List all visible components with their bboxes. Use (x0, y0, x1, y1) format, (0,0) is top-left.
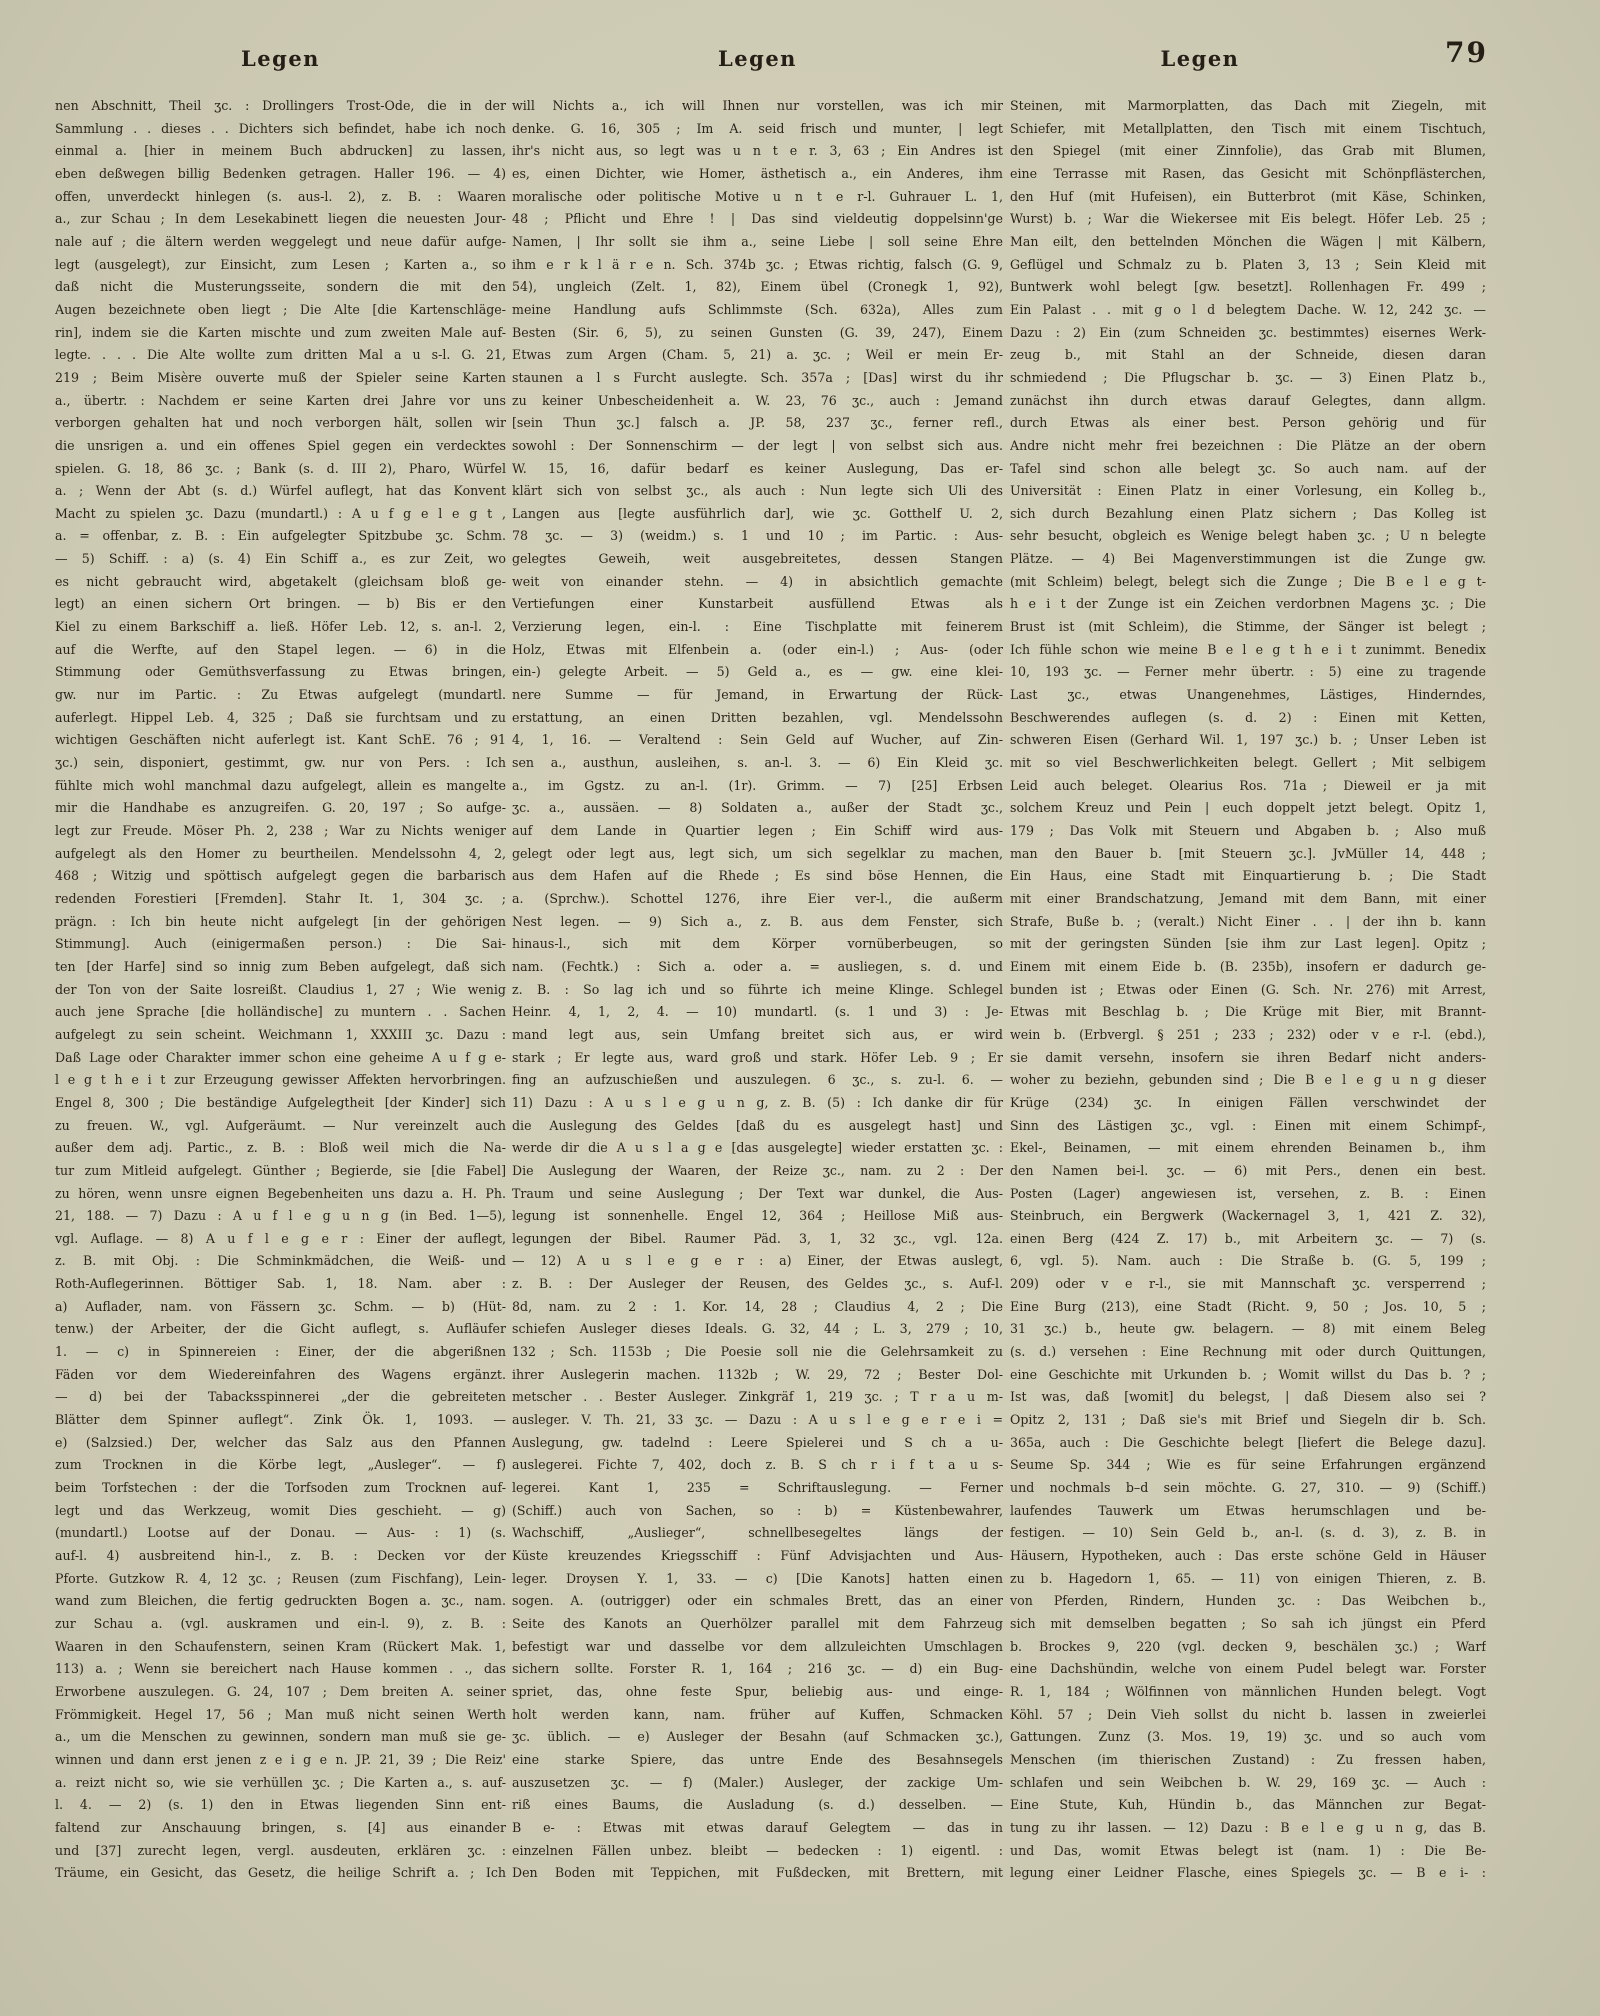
text-line: mir die Handhabe es anzugreifen. G. 20, 197 ; So aufge- (55, 800, 506, 816)
text-line: aufgelegt zu sein scheint. Weichmann 1, XXXIII ʒc. Dazu : (55, 1026, 506, 1042)
text-line: Die Auslegung der Waaren, der Reize ʒc., nam. zu 2 : Der (512, 1162, 1003, 1178)
text-line: einmal a. [hier in meinem Buch abdrucken] zu lassen, (55, 143, 506, 159)
text-line: Eine Stute, Kuh, Hündin b., das Männchen zur Begat- (1010, 1797, 1486, 1813)
text-line: nen Abschnitt, Theil ʒc. : Drollingers Trost-Ode, die in der (55, 98, 506, 113)
text-line: ten [der Harfe] sind so innig zum Beben aufgelegt, daß sich (55, 958, 506, 974)
text-line: eine Terrasse mit Rasen, das Gesicht mit Schönpflästerchen, (1010, 165, 1486, 181)
text-line: legt und das Werkzeug, womit Dies geschieht. — g) (55, 1502, 506, 1518)
text-line: verborgen gehalten hat und noch verborgen hält, sollen wir (55, 415, 506, 431)
text-line: auszusetzen ʒc. — f) (Maler.) Ausleger, der zackige Um- (512, 1774, 1003, 1790)
text-line: Krüge (234) ʒc. In einigen Fällen verschwindet der (1010, 1094, 1486, 1110)
text-line: wein b. (Erbvergl. § 251 ; 233 ; 232) oder v e r-l. (ebd.), (1010, 1026, 1486, 1042)
text-line: b. Brockes 9, 220 (vgl. decken 9, beschälen ʒc.) ; Warf (1010, 1638, 1486, 1654)
text-line: legte. . . . Die Alte wollte zum dritten Mal a u s-l. G. 21, (55, 347, 506, 363)
text-line: a. reizt nicht so, wie sie verhüllen ʒc. ; Die Karten a., s. auf- (55, 1774, 506, 1790)
text-line: 11) Dazu : A u s l e g u n g, z. B. (5) : Ich danke dir für (512, 1094, 1003, 1110)
text-line: Blätter dem Spinner auflegt“. Zink Ök. 1, 1093. — (55, 1412, 506, 1428)
text-line: aus dem Hafen auf die Rhede ; Es sind böse Hennen, die (512, 868, 1003, 884)
text-line: 219 ; Beim Misère ouverte muß der Spieler seine Karten (55, 369, 506, 385)
text-line: Last ʒc., etwas Unangenehmes, Lästiges, Hinderndes, (1010, 687, 1486, 703)
text-line: Einem mit einem Eide b. (B. 235b), insofern er dadurch ge- (1010, 958, 1486, 974)
text-line: schlafen und sein Weibchen b. W. 29, 169 ʒc. — Auch : (1010, 1774, 1486, 1790)
text-line: 365a, auch : Die Geschichte belegt [liefert die Belege dazu]. (1010, 1434, 1486, 1450)
text-line: durch Etwas als einer best. Person gehörig und für (1010, 415, 1486, 431)
text-line: tung zu ihr lassen. — 12) Dazu : B e l e g u n g, das B. (1010, 1819, 1486, 1835)
text-line: meine Handlung aufs Schlimmste (Sch. 632a), Alles zum (512, 301, 1003, 317)
text-line: [sein Thun ʒc.] falsch a. JP. 58, 237 ʒc., ferner refl., (512, 415, 1003, 431)
text-line: zu keiner Unbescheidenheit a. W. 23, 76 ʒc., auch : Jemand (512, 392, 1003, 408)
text-line: beim Torfstechen : der die Torfsoden zum Trocknen auf- (55, 1480, 506, 1496)
text-line: die Auslegung des Geldes [daß du es ausgelegt hast] und (512, 1117, 1003, 1133)
text-column-3 (1010, 95, 1486, 1885)
text-line: leger. Droysen Y. 1, 33. — c) [Die Kanots] hatten einen (512, 1570, 1003, 1586)
text-line: die unsrigen a. und ein offenes Spiel gegen ein verdecktes (55, 437, 506, 453)
text-column-2 (512, 95, 1003, 1885)
text-line: den Huf (mit Hufeisen), ein Butterbrot (mit Käse, Schinken, (1010, 188, 1486, 204)
text-line: schweren Eisen (Gerhard Wil. 1, 197 ʒc.) b. ; Unser Leben ist (1010, 732, 1486, 748)
text-line: Roth-Auflegerinnen. Böttiger Sab. 1, 18. Nam. aber : (55, 1276, 506, 1292)
text-line: z. B. mit Obj. : Die Schminkmädchen, die Weiß- und (55, 1253, 506, 1269)
text-line: eine starke Spiere, das untre Ende des Besahnsegels (512, 1751, 1003, 1767)
text-line: eine Geschichte mit Urkunden b. ; Womit willst du Das b. ? ; (1010, 1366, 1486, 1382)
text-line: Etwas mit Beschlag b. ; Die Krüge mit Bier, mit Brannt- (1010, 1004, 1486, 1020)
text-line: Macht zu spielen ʒc. Dazu (mundartl.) : A u f g e l e g t , (55, 505, 506, 521)
text-line: 54), ungleich (Zelt. 1, 82), Einem übel (Cronegk 1, 92), (512, 279, 1003, 295)
text-line: R. 1, 184 ; Wölfinnen von männlichen Hunden belegt. Vogt (1010, 1683, 1486, 1699)
text-line: Fäden vor dem Wiedereinfahren des Wagens ergänzt. (55, 1366, 506, 1382)
text-line: Seume Sp. 344 ; Wie es für seine Erfahrungen ergänzend (1010, 1457, 1486, 1473)
text-line: e) (Salzsied.) Der, welcher das Salz aus den Pfannen (55, 1434, 506, 1450)
text-line: weit von einander stehn. — 4) in absichtlich gemachte (512, 573, 1003, 589)
text-line: (s. d.) versehen : Eine Rechnung mit oder durch Quittungen, (1010, 1344, 1486, 1360)
text-line: festigen. — 10) Sein Geld b., an-l. (s. d. 3), z. B. in (1010, 1525, 1486, 1541)
text-line: rin], indem sie die Karten mischte und zum zweiten Male auf- (55, 324, 506, 340)
text-line: — 5) Schiff. : a) (s. 4) Ein Schiff a., es zur Zeit, wo (55, 551, 506, 567)
text-line: den Spiegel (mit einer Zinnfolie), das Grab mit Blumen, (1010, 143, 1486, 159)
text-line: Ein Palast . . mit g o l d belegtem Dache. W. 12, 242 ʒc. — (1010, 301, 1486, 317)
text-line: von Pferden, Rindern, Hunden ʒc. : Das Weibchen b., (1010, 1593, 1486, 1609)
text-line: Leid auch beleget. Olearius Ros. 71a ; Dieweil er ja mit (1010, 777, 1486, 793)
text-line: a. (Sprchw.). Schottel 1276, ihre Eier ver-l., die außerm (512, 890, 1003, 906)
text-line: Den Boden mit Teppichen, mit Fußdecken, mit Brettern, mit (512, 1865, 1003, 1881)
text-line: Gattungen. Zunz (3. Mos. 19, 19) ʒc. und so auch vom (1010, 1729, 1486, 1745)
text-line: Erworbene auszulegen. G. 24, 107 ; Dem breiten A. seiner (55, 1683, 506, 1699)
text-line: sie damit versehn, insofern sie ihren Bedarf nicht anders- (1010, 1049, 1486, 1065)
text-line: W. 15, 16, dafür bedarf es keiner Auslegung, Das er- (512, 460, 1003, 476)
text-line: sogen. A. (outrigger) oder ein schmales Brett, das an einer (512, 1593, 1003, 1609)
text-line: Ich fühle schon wie meine B e l e g t h e i t zunimmt. Benedix (1010, 641, 1486, 657)
text-line: es, einen Dichter, wie Homer, ästhetisch a., ein Anderes, ihm (512, 165, 1003, 181)
text-line: Dazu : 2) Ein (zum Schneiden ʒc. bestimmtes) eisernes Werk- (1010, 324, 1486, 340)
text-line: vgl. Auflage. — 8) A u f l e g e r : Einer der auflegt, (55, 1230, 506, 1246)
text-line: mit einer Brandschatzung, Jemand mit dem Bann, mit einer (1010, 890, 1486, 906)
text-line: schmiedend ; Die Pflugschar b. ʒc. — 3) Einen Platz b., (1010, 369, 1486, 385)
text-line: 6, vgl. 5). Nam. auch : Die Straße b. (G. 5, 199 ; (1010, 1253, 1486, 1269)
text-line: Menschen (im thierischen Zustand) : Zu fressen haben, (1010, 1751, 1486, 1767)
text-line: den Namen bei-l. ʒc. — 6) mit Pers., denen ein best. (1010, 1162, 1486, 1178)
text-line: sichern sollte. Forster R. 1, 164 ; 216 ʒc. — d) ein Bug- (512, 1661, 1003, 1677)
text-line: 48 ; Pflicht und Ehre ! | Das sind vieldeutig doppelsinn'ge (512, 211, 1003, 227)
text-line: auch jene Sprache [die holländische] zu muntern . . Sachen (55, 1004, 506, 1020)
text-line: tenw.) der Arbeiter, der die Gicht auflegt, s. Aufläufer (55, 1321, 506, 1337)
text-line: l e g t h e i t zur Erzeugung gewisser Affekten hervorbringen. (55, 1072, 506, 1088)
text-line: sehr besucht, obgleich es Wenige belegt haben ʒc. ; U n belegte (1010, 528, 1486, 544)
text-line: 209) oder v e r-l., sie mit Mannschaft ʒc. versperrend ; (1010, 1276, 1486, 1292)
text-line: Seite des Kanots an Querhölzer parallel mit dem Fahrzeug (512, 1615, 1003, 1631)
text-line: legerei. Kant 1, 235 = Schriftauslegung. — Ferner (512, 1480, 1003, 1496)
text-line: (Schiff.) auch von Sachen, so : b) = Küstenbewahrer, (512, 1502, 1003, 1518)
text-line: zu hören, wenn unsre eignen Begebenheiten uns dazu a. H. Ph. (55, 1185, 506, 1201)
text-line: einen Berg (424 Z. 17) b., mit Arbeitern ʒc. — 7) (s. (1010, 1230, 1486, 1246)
text-line: prägn. : Ich bin heute nicht aufgelegt [in der gehörigen (55, 913, 506, 929)
text-line: Namen, | Ihr sollt sie ihm a., seine Liebe | soll seine Ehre (512, 233, 1003, 249)
text-line: legt zur Freude. Möser Ph. 2, 238 ; War zu Nichts weniger (55, 823, 506, 838)
text-line: ihm e r k l ä r e n. Sch. 374b ʒc. ; Etwas richtig, falsch (G. 9, (512, 256, 1003, 272)
text-line: außer dem adj. Partic., z. B. : Bloß weil mich die Na- (55, 1140, 506, 1156)
text-line: riß eines Baums, die Ausladung (s. d.) desselben. — (512, 1797, 1003, 1813)
text-line: auslegerei. Fichte 7, 402, doch z. B. S ch r i f t a u s- (512, 1457, 1003, 1473)
text-line: 31 ʒc.) b., heute gw. belagern. — 8) mit einem Beleg (1010, 1321, 1486, 1337)
text-line: Ist was, daß [womit] du belegst, | daß Diesem also sei ? (1010, 1389, 1486, 1405)
text-line: befestigt war und dasselbe vor dem allzuleichten Umschlagen (512, 1638, 1003, 1654)
text-line: (mundartl.) Lootse auf der Donau. — Aus- : 1) (s. (55, 1525, 506, 1541)
text-line: bunden ist ; Etwas oder Einen (G. Sch. Nr. 276) mit Arrest, (1010, 981, 1486, 997)
text-line: zunächst ihn durch etwas darauf Gelegtes, dann allgm. (1010, 392, 1486, 408)
text-line: Stimmung oder Gemüthsverfassung zu Etwas bringen, (55, 664, 506, 680)
text-line: legung einer Leidner Flasche, eines Spiegels ʒc. — B e i- : (1010, 1865, 1486, 1881)
text-line: tur zum Mitleid aufgelegt. Günther ; Begierde, sie [die Fabel] (55, 1162, 506, 1178)
text-line: ʒc. üblich. — e) Ausleger der Besahn (auf Schmacken ʒc.), (512, 1729, 1003, 1745)
text-line: metscher . . Bester Ausleger. Zinkgräf 1, 219 ʒc. ; T r a u m- (512, 1389, 1003, 1405)
text-line: auf die Werfte, auf den Stapel legen. — 6) in die (55, 641, 506, 657)
text-line: Augen bezeichnete oben liegt ; Die Alte [die Kartenschläge- (55, 301, 506, 317)
text-line: Sammlung . . dieses . . Dichters sich befindet, habe ich noch (55, 120, 506, 136)
text-line: l. 4. — 2) (s. 1) den in Etwas liegenden Sinn ent- (55, 1797, 506, 1813)
text-line: a., zur Schau ; In dem Lesekabinett liegen die neuesten Jour- (55, 211, 506, 227)
text-line: mand legt aus, sein Umfang breitet sich aus, er wird (512, 1026, 1003, 1042)
text-line: will Nichts a., ich will Ihnen nur vorstellen, was ich mir (512, 98, 1003, 113)
text-line: auf dem Lande in Quartier legen ; Ein Schiff wird aus- (512, 823, 1003, 838)
text-line: faltend zur Anschauung bringen, s. [4] aus einander (55, 1819, 506, 1835)
text-line: Etwas zum Argen (Cham. 5, 21) a. ʒc. ; Weil er mein Er- (512, 347, 1003, 363)
text-line: redenden Forestieri [Fremden]. Stahr It. 1, 304 ʒc. ; (55, 890, 506, 906)
text-line: sen a., austhun, ausleihen, s. an-l. 3. — 6) Ein Kleid ʒc. (512, 755, 1003, 771)
text-line: 4, 1, 16. — Veraltend : Sein Geld auf Wucher, auf Zin- (512, 732, 1003, 748)
text-line: offen, unverdeckt hinlegen (s. aus-l. 2), z. B. : Waaren (55, 188, 506, 204)
text-line: a) Auflader, nam. von Fässern ʒc. Schm. — b) (Hüt- (55, 1298, 506, 1314)
text-line: nere Summe — für Jemand, in Erwartung der Rück- (512, 687, 1003, 703)
text-line: denke. G. 16, 305 ; Im A. seid frisch und munter, | legt (512, 120, 1003, 136)
text-line: zu b. Hagedorn 1, 65. — 11) von einigen Thieren, z. B. (1010, 1570, 1486, 1586)
text-line: Steinbruch, ein Bergwerk (Wackernagel 3, 1, 421 Z. 32), (1010, 1208, 1486, 1224)
text-line: Plätze. — 4) Bei Magenverstimmungen ist die Zunge gw. (1010, 551, 1486, 567)
text-line: werde dir die A u s l a g e [das ausgelegte] wieder erstatten ʒc. : (512, 1140, 1003, 1156)
text-line: spriet, das, ohne feste Spur, beliebig aus- und einge- (512, 1683, 1003, 1699)
text-line: ausleger. V. Th. 21, 33 ʒc. — Dazu : A u s l e g e r e i = (512, 1412, 1003, 1428)
text-line: man den Bauer b. [mit Steuern ʒc.]. JvMüller 14, 448 ; (1010, 845, 1486, 861)
text-line: Küste kreuzendes Kriegsschiff : Fünf Advisjachten und Aus- (512, 1548, 1003, 1563)
text-line: 21, 188. — 7) Dazu : A u f l e g u n g (in Bed. 1—5), (55, 1208, 506, 1224)
text-line: Engel 8, 300 ; Die beständige Aufgelegtheit [der Kinder] sich (55, 1094, 506, 1110)
text-line: Ein Haus, eine Stadt mit Einquartierung b. ; Die Stadt (1010, 868, 1486, 884)
text-line: wichtigen Geschäften nicht auferlegt ist. Kant SchE. 76 ; 91 (55, 732, 506, 748)
text-line: der Ton von der Saite losreißt. Claudius 1, 27 ; Wie wenig (55, 981, 506, 997)
text-line: ihr's nicht aus, so legt was u n t e r. 3, 63 ; Ein Andres ist (512, 143, 1003, 159)
text-line: Brust ist (mit Schleim), die Stimme, der Sänger ist belegt ; (1010, 619, 1486, 635)
text-line: Wurst) b. ; War die Wiekersee mit Eis belegt. Höfer Leb. 25 ; (1010, 211, 1486, 227)
text-line: 1. — c) in Spinnereien : Einer, der die abgerißnen (55, 1344, 506, 1360)
text-line: gelegt oder legt aus, legt sich, um sich segelklar zu machen, (512, 845, 1003, 861)
text-line: zeug b., mit Stahl an der Schneide, diesen daran (1010, 347, 1486, 363)
text-line: legt (ausgelegt), zur Einsicht, zum Lesen ; Karten a., so (55, 256, 506, 272)
text-line: gelegtes Geweih, weit ausgebreitetes, dessen Stangen (512, 551, 1003, 567)
text-line: zum Trocknen in die Körbe legt, „Ausleger“. — f) (55, 1457, 506, 1473)
text-line: mit so viel Beschwerlichkeiten belegt. Gellert ; Mit selbigem (1010, 755, 1486, 771)
text-line: winnen und dann erst jenen z e i g e n. JP. 21, 39 ; Die Reiz' (55, 1751, 506, 1767)
text-line: gw. nur im Partic. : Zu Etwas aufgelegt (mundartl. (55, 687, 506, 703)
text-line: Verzierung legen, ein-l. : Eine Tischplatte mit feinerem (512, 619, 1003, 635)
text-line: auf-l. 4) ausbreitend hin-l., z. B. : Decken vor der (55, 1548, 506, 1563)
text-line: Steinen, mit Marmorplatten, das Dach mit Ziegeln, mit (1010, 98, 1486, 113)
text-line: z. B. : Der Ausleger der Reusen, des Geldes ʒc., s. Auf-l. (512, 1276, 1003, 1292)
text-line: Frömmigkeit. Hegel 17, 56 ; Man muß nicht seinen Werth (55, 1706, 506, 1722)
text-line: fing an aufzuschießen und auszulegen. 6 ʒc., s. zu-l. 6. — (512, 1072, 1003, 1088)
text-line: spielen. G. 18, 86 ʒc. ; Bank (s. d. III 2), Pharo, Würfel (55, 460, 506, 476)
text-line: 468 ; Witzig und spöttisch aufgelegt gegen die barbarisch (55, 868, 506, 884)
text-line: Wachschiff, „Auslieger“, schnellbesegeltes längs der (512, 1525, 1003, 1541)
text-line: Schiefer, mit Metallplatten, den Tisch mit einem Tischtuch, (1010, 120, 1486, 136)
text-line: auferlegt. Hippel Leb. 4, 325 ; Daß sie furchtsam und zu (55, 709, 506, 725)
text-line: Stimmung]. Auch (einigermaßen person.) : Die Sai- (55, 936, 506, 952)
text-line: 8d, nam. zu 2 : 1. Kor. 14, 28 ; Claudius 4, 2 ; Die (512, 1298, 1003, 1314)
text-line: Man eilt, den bettelnden Mönchen die Wägen | mit Kälbern, (1010, 233, 1486, 249)
text-line: daß nicht die Musterungsseite, sondern die mit den (55, 279, 506, 295)
text-line: solchem Kreuz und Pein | euch doppelt jetzt belegt. Opitz 1, (1010, 800, 1486, 816)
text-line: Eine Burg (213), eine Stadt (Richt. 9, 50 ; Jos. 10, 5 ; (1010, 1298, 1486, 1314)
text-line: moralische oder politische Motive u n t e r-l. Guhrauer L. 1, (512, 188, 1003, 204)
text-line: B e- : Etwas mit etwas darauf Gelegtem — das in (512, 1819, 1003, 1835)
text-line: — d) bei der Tabacksspinnerei „der die gebreiteten (55, 1389, 506, 1405)
text-line: ʒc. a., aussäen. — 8) Soldaten a., außer der Stadt ʒc., (512, 800, 1003, 816)
text-line: Pforte. Gutzkow R. 4, 12 ʒc. ; Reusen (zum Fischfang), Lein- (55, 1570, 506, 1586)
text-line: mit der geringsten Sünden [sie ihm zur Last legen]. Opitz ; (1010, 936, 1486, 952)
text-line: und [37] zurecht legen, vergl. ausdeuten, erklären ʒc. : (55, 1842, 506, 1858)
text-line: Buntwerk wohl belegt [gw. besetzt]. Rollenhagen Fr. 499 ; (1010, 279, 1486, 295)
text-line: einzelnen Fällen unbez. bleibt — bedecken : 1) eigentl. : (512, 1842, 1003, 1858)
text-line: Nest legen. — 9) Sich a., z. B. aus dem Fenster, sich (512, 913, 1003, 929)
text-line: a., im Ggstz. zu an-l. (1r). Grimm. — 7) [25] Erbsen (512, 777, 1003, 793)
text-line: legt) an einen sichern Ort bringen. — b) Bis er den (55, 596, 506, 612)
text-line: a. = offenbar, z. B. : Ein aufgelegter Spitzbube ʒc. Schm. (55, 528, 506, 544)
text-line: Heinr. 4, 1, 2, 4. — 10) mundartl. (s. 1 und 3) : Je- (512, 1004, 1003, 1020)
text-line: und nochmals b–d sein möchte. G. 27, 310. — 9) (Schiff.) (1010, 1480, 1486, 1496)
text-line: zur Schau a. (vgl. auskramen und ein-l. 9), z. B. : (55, 1615, 506, 1631)
text-line: aufgelegt als den Homer zu beurtheilen. Mendelssohn 4, 2, (55, 845, 506, 861)
text-line: h e i t der Zunge ist ein Zeichen verdorbnen Magens ʒc. ; Die (1010, 596, 1486, 612)
text-line: nale auf ; die ältern werden weggelegt und neue dafür aufge- (55, 233, 506, 249)
text-line: Geflügel und Schmalz zu b. Platen 3, 13 ; Sein Kleid mit (1010, 256, 1486, 272)
text-line: Strafe, Buße b. ; (veralt.) Nicht Einer . . | der ihn b. kann (1010, 913, 1486, 929)
text-line: 113) a. ; Wenn sie bereichert nach Hause kommen . ., das (55, 1661, 506, 1677)
text-line: z. B. : So lag ich und so führte ich meine Klinge. Schlegel (512, 981, 1003, 997)
running-title-column-2: Legen (718, 46, 797, 71)
text-line: hinaus-l., sich mit dem Körper vornüberbeugen, so (512, 936, 1003, 952)
text-line: eben deßwegen billig Bedenken getragen. Haller 196. — 4) (55, 165, 506, 181)
text-line: Universität : Einen Platz in einer Vorlesung, ein Kolleg b., (1010, 483, 1486, 499)
text-line: Vertiefungen einer Kunstarbeit ausfüllend Etwas als (512, 596, 1003, 612)
text-line: 179 ; Das Volk mit Steuern und Abgaben b. ; Also muß (1010, 823, 1486, 838)
text-line: legungen der Bibel. Raumer Päd. 3, 1, 32 ʒc., vgl. 12a. (512, 1230, 1003, 1246)
text-line: Beschwerendes auflegen (s. d. 2) : Einen mit Ketten, (1010, 709, 1486, 725)
text-line: sich mit demselben begatten ; So sah ich jüngst ein Pferd (1010, 1615, 1486, 1631)
text-line: Träume, ein Gesicht, das Gesetz, die heilige Schrift a. ; Ich (55, 1865, 506, 1881)
text-line: Daß Lage oder Charakter immer schon eine geheime A u f g e- (55, 1049, 506, 1065)
text-line: es nicht gebraucht wird, abgetakelt (gleichsam bloß ge- (55, 573, 506, 589)
text-line: (mit Schleim) belegt, belegt sich die Zunge ; Die B e l e g t- (1010, 573, 1486, 589)
text-line: a. ; Wenn der Abt (s. d.) Würfel auflegt, hat das Konvent (55, 483, 506, 499)
text-line: ʒc.) sein, disponiert, gestimmt, gw. nur von Pers. : Ich (55, 755, 506, 771)
text-line: Tafel sind schon alle belegt ʒc. So auch nam. auf der (1010, 460, 1486, 476)
page-number: 79 (1445, 36, 1488, 69)
text-line: — 12) A u s l e g e r : a) Einer, der Etwas auslegt, (512, 1253, 1003, 1269)
text-line: wand zum Bleichen, die fertig gedruckten Bogen a. ʒc., nam. (55, 1593, 506, 1609)
text-line: sowohl : Der Sonnenschirm — der legt | von selbst sich aus. (512, 437, 1003, 453)
text-line: Kiel zu einem Barkschiff a. ließ. Höfer Leb. 12, s. an-l. 2, (55, 619, 506, 635)
text-line: schiefen Ausleger dieses Ideals. G. 32, 44 ; L. 3, 279 ; 10, (512, 1321, 1003, 1337)
text-line: klärt sich von selbst ʒc., als auch : Nun legte sich Uli des (512, 483, 1003, 499)
text-line: erstattung, an einen Dritten bezahlen, vgl. Mendelssohn (512, 709, 1003, 725)
text-line: 78 ʒc. — 3) (weidm.) s. 1 und 10 ; im Partic. : Aus- (512, 528, 1003, 544)
text-line: 10, 193 ʒc. — Ferner mehr übertr. : 5) eine zu tragende (1010, 664, 1486, 680)
text-line: legung ist sonnenhelle. Engel 12, 364 ; Heillose Miß aus- (512, 1208, 1003, 1224)
text-line: Ekel-, Beinamen, — mit einem ehrenden Beinamen b., ihm (1010, 1140, 1486, 1156)
text-line: Opitz 2, 131 ; Daß sie's mit Brief und Siegeln dir b. Sch. (1010, 1412, 1486, 1428)
text-line: Auslegung, gw. tadelnd : Leere Spielerei und S ch a u- (512, 1434, 1003, 1450)
text-line: Besten (Sir. 6, 5), zu seinen Gunsten (G. 39, 247), Einem (512, 324, 1003, 340)
text-line: woher zu beziehn, gebunden sind ; Die B e l e g u n g dieser (1010, 1072, 1486, 1088)
running-title-column-1: Legen (241, 46, 320, 71)
text-line: fühlte mich wohl manchmal dazu aufgelegt, allein es mangelte (55, 777, 506, 793)
text-line: Häusern, Hypotheken, auch : Das erste schöne Geld in Häuser (1010, 1548, 1486, 1563)
text-line: nam. (Fechtk.) : Sich a. oder a. = ausliegen, s. d. und (512, 958, 1003, 974)
text-line: holt werden kann, nam. früher auf Kuffen, Schmacken (512, 1706, 1003, 1722)
text-line: sich durch Bezahlung einen Platz sichern ; Das Kolleg ist (1010, 505, 1486, 521)
text-line: stark ; Er legte aus, ward groß und stark. Höfer Leb. 9 ; Er (512, 1049, 1003, 1065)
text-line: zu freuen. W., vgl. Aufgeräumt. — Nur vereinzelt auch (55, 1117, 506, 1133)
text-line: Posten (Lager) angewiesen ist, versehen, z. B. : Einen (1010, 1185, 1486, 1201)
text-line: und Das, womit Etwas belegt ist (nam. 1) : Die Be- (1010, 1842, 1486, 1858)
text-line: Holz, Etwas mit Elfenbein a. (oder ein-l.) ; Aus- (oder (512, 641, 1003, 657)
text-line: Langen aus [legte ausführlich dar], wie ʒc. Gotthelf U. 2, (512, 505, 1003, 521)
text-line: Traum und seine Auslegung ; Der Text war dunkel, die Aus- (512, 1185, 1003, 1201)
text-line: eine Dachshündin, welche von einem Pudel belegt war. Forster (1010, 1661, 1486, 1677)
text-line: Andre nicht mehr frei bezeichnen : Die Plätze an der obern (1010, 437, 1486, 453)
text-line: a., übertr. : Nachdem er seine Karten drei Jahre vor uns (55, 392, 506, 408)
text-line: ihrer Auslegerin machen. 1132b ; W. 29, 72 ; Bester Dol- (512, 1366, 1003, 1382)
text-line: 132 ; Sch. 1153b ; Die Poesie soll nie die Gelehrsamkeit zu (512, 1344, 1003, 1360)
text-line: laufendes Tauwerk um Etwas herumschlagen und be- (1010, 1502, 1486, 1518)
text-line: ein-) gelegte Arbeit. — 5) Geld a., es — gw. eine klei- (512, 664, 1003, 680)
running-title-column-3: Legen (1160, 46, 1240, 71)
text-line: staunen a l s Furcht auslegte. Sch. 357a ; [Das] wirst du ihr (512, 369, 1003, 385)
text-line: Sinn des Lästigen ʒc., vgl. : Einen mit einem Schimpf-, (1010, 1117, 1486, 1133)
text-line: Waaren in den Schaufenstern, seinen Kram (Rückert Mak. 1, (55, 1638, 506, 1654)
text-column-1 (55, 95, 506, 1885)
text-line: Köhl. 57 ; Dein Vieh sollst du nicht b. lassen in zweierlei (1010, 1706, 1486, 1722)
text-line: a., um die Menschen zu gewinnen, sondern man muß sie ge- (55, 1729, 506, 1745)
